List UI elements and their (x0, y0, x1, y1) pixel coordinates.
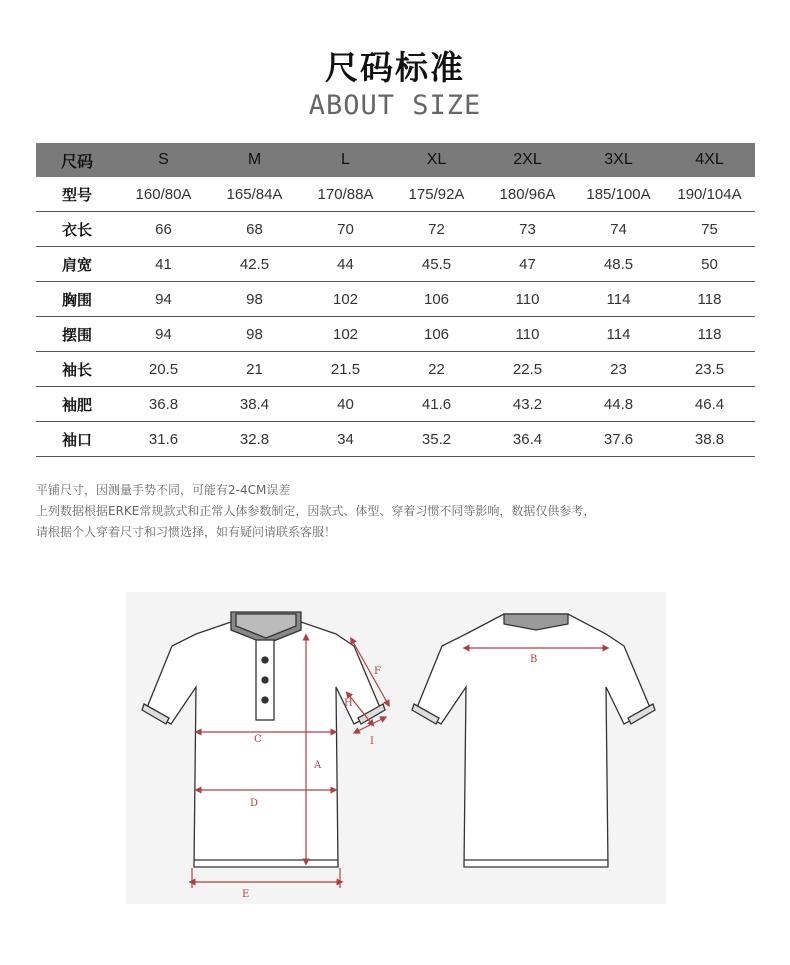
size-header-cell: S (118, 143, 209, 177)
size-cell: 20.5 (118, 352, 209, 387)
size-cell: 41.6 (391, 387, 482, 422)
size-row-label: 袖长 (36, 352, 118, 387)
size-row (36, 352, 755, 387)
measurement-diagram (126, 592, 666, 904)
measure-label-b: B (530, 654, 538, 665)
size-cell: 44.8 (573, 387, 664, 422)
size-cell: 32.8 (209, 422, 300, 457)
note-line: 上列数据根据ERKE常规款式和正常人体参数制定，因款式、体型、穿着习惯不同等影响，数据仅供参考， (36, 504, 596, 518)
size-cell: 102 (300, 282, 391, 317)
size-row-label: 摆围 (36, 317, 118, 352)
size-row (36, 282, 755, 317)
size-cell: 165/84A (209, 177, 300, 212)
size-cell: 94 (118, 317, 209, 352)
size-cell: 114 (573, 317, 664, 352)
size-cell: 106 (391, 282, 482, 317)
note-line: 平铺尺寸，因测量手势不同，可能有2-4CM误差 (36, 483, 291, 497)
size-cell: 21 (209, 352, 300, 387)
size-cell: 190/104A (664, 177, 755, 212)
size-cell: 110 (482, 317, 573, 352)
size-header-row (36, 143, 755, 177)
size-cell: 185/100A (573, 177, 664, 212)
size-cell: 38.8 (664, 422, 755, 457)
size-cell: 102 (300, 317, 391, 352)
size-cell: 118 (664, 282, 755, 317)
measure-label-f: F (374, 666, 381, 677)
size-cell: 37.6 (573, 422, 664, 457)
size-row (36, 317, 755, 352)
size-cell: 22.5 (482, 352, 573, 387)
size-cell: 72 (391, 212, 482, 247)
measure-label-h: H (344, 698, 353, 709)
size-cell: 45.5 (391, 247, 482, 282)
back-shirt-drawing (412, 614, 655, 867)
size-row-label: 袖口 (36, 422, 118, 457)
size-table (36, 143, 755, 457)
size-cell: 110 (482, 282, 573, 317)
measure-label-e: E (242, 889, 250, 900)
size-cell: 114 (573, 282, 664, 317)
size-cell: 40 (300, 387, 391, 422)
size-row-label: 型号 (36, 177, 118, 212)
size-row (36, 177, 755, 212)
size-row-label: 胸围 (36, 282, 118, 317)
size-cell: 180/96A (482, 177, 573, 212)
size-row-label: 袖肥 (36, 387, 118, 422)
size-cell: 31.6 (118, 422, 209, 457)
size-cell: 94 (118, 282, 209, 317)
measure-label-c: C (254, 734, 262, 745)
size-cell: 21.5 (300, 352, 391, 387)
size-cell: 47 (482, 247, 573, 282)
size-row (36, 247, 755, 282)
page-subtitle: ABOUT SIZE (308, 90, 482, 121)
size-cell: 66 (118, 212, 209, 247)
size-row (36, 422, 755, 457)
front-shirt-drawing (142, 612, 385, 867)
measure-label-d: D (250, 798, 259, 809)
size-cell: 36.8 (118, 387, 209, 422)
size-cell: 170/88A (300, 177, 391, 212)
size-cell: 68 (209, 212, 300, 247)
size-notes (36, 480, 595, 543)
size-cell: 23.5 (664, 352, 755, 387)
size-cell: 36.4 (482, 422, 573, 457)
size-cell: 106 (391, 317, 482, 352)
size-cell: 118 (664, 317, 755, 352)
size-cell: 22 (391, 352, 482, 387)
size-cell: 46.4 (664, 387, 755, 422)
size-header-cell: 2XL (482, 143, 573, 177)
size-cell: 98 (209, 317, 300, 352)
size-cell: 50 (664, 247, 755, 282)
size-row (36, 387, 755, 422)
page-title: 尺码标准 (325, 48, 465, 87)
size-cell: 74 (573, 212, 664, 247)
size-cell: 43.2 (482, 387, 573, 422)
size-cell: 23 (573, 352, 664, 387)
note-line: 请根据个人穿着尺寸和习惯选择，如有疑问请联系客服！ (36, 525, 337, 539)
size-cell: 34 (300, 422, 391, 457)
size-cell: 75 (664, 212, 755, 247)
size-cell: 35.2 (391, 422, 482, 457)
size-cell: 98 (209, 282, 300, 317)
size-row-label: 肩宽 (36, 247, 118, 282)
size-header-cell: 3XL (573, 143, 664, 177)
size-cell: 73 (482, 212, 573, 247)
size-header-cell: 4XL (664, 143, 755, 177)
size-header-cell: XL (391, 143, 482, 177)
size-header-cell: L (300, 143, 391, 177)
size-cell: 48.5 (573, 247, 664, 282)
size-cell: 42.5 (209, 247, 300, 282)
size-cell: 41 (118, 247, 209, 282)
measure-label-i: I (370, 736, 374, 747)
measure-label-a: A (314, 760, 322, 771)
size-cell: 70 (300, 212, 391, 247)
size-header-cell: M (209, 143, 300, 177)
size-header-corner: 尺码 (36, 143, 118, 177)
size-cell: 38.4 (209, 387, 300, 422)
size-cell: 175/92A (391, 177, 482, 212)
size-row-label: 衣长 (36, 212, 118, 247)
size-row (36, 212, 755, 247)
size-cell: 44 (300, 247, 391, 282)
size-cell: 160/80A (118, 177, 209, 212)
